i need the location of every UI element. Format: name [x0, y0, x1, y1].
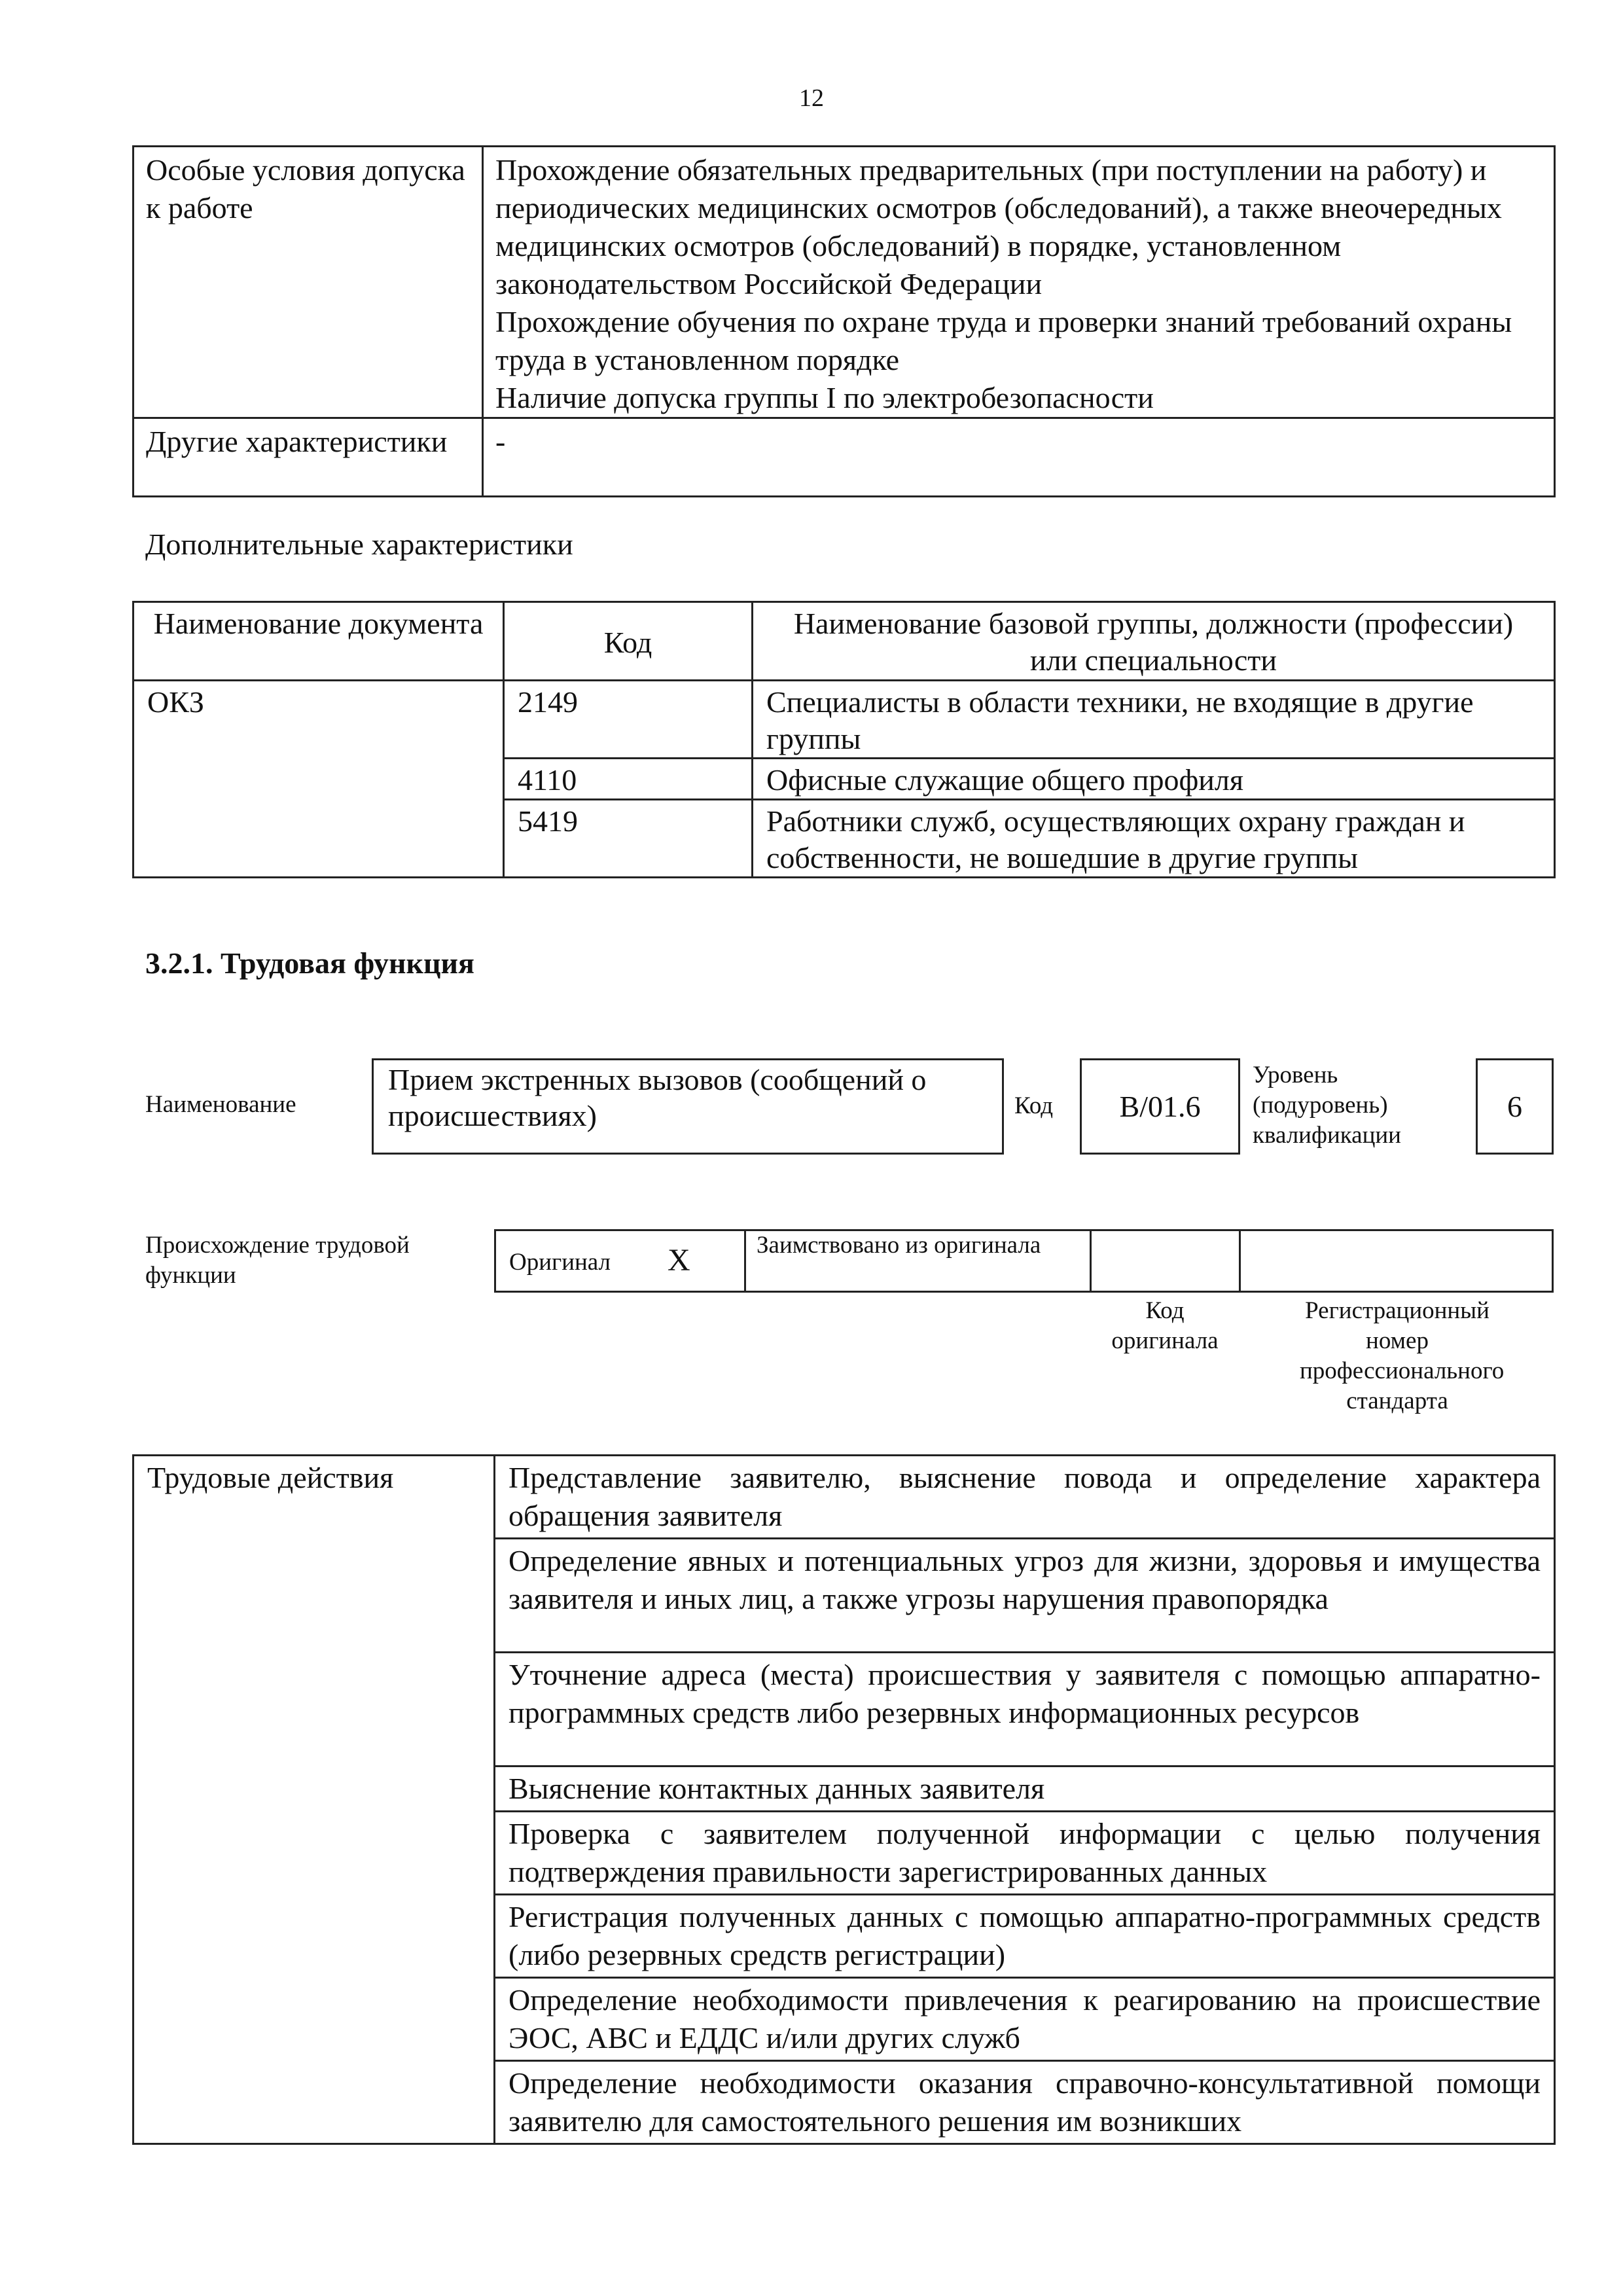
code-cell: 2149 [504, 681, 753, 759]
code-label: Код [1014, 1092, 1054, 1119]
level-box: 6 [1476, 1058, 1554, 1155]
original-mark: X [668, 1243, 690, 1278]
extra-heading: Дополнительные характеристики [145, 528, 573, 561]
action-item: Определение необходимости привлечения к реагированию на происшествие ЭОС, АВС и ЕДДС и/или других служб [495, 1978, 1555, 2061]
divider [744, 1229, 746, 1293]
divider [1239, 1229, 1241, 1293]
row-value [483, 147, 1555, 418]
action-item: Определение явных и потенциальных угроз для жизни, здоровья и имущества заявителя и иных лиц, а также угрозы нарушения правопорядка [495, 1539, 1555, 1653]
origin-label: Происхождение трудовой функции [145, 1232, 410, 1289]
column-header: Код [504, 602, 753, 681]
function-code-box: B/01.6 [1080, 1058, 1240, 1155]
actions-table [132, 1454, 1556, 2145]
code-cell: 4110 [504, 759, 753, 800]
column-header: Наименование базовой группы, должности (профессии) или специальности [753, 602, 1555, 681]
page-number: 12 [799, 84, 824, 112]
name-cell: Офисные служащие общего профиля [753, 759, 1555, 800]
condition-line: Прохождение обучения по охране труда и проверки знаний требований охраны труда в установленном порядке [495, 305, 1512, 376]
code-caption: Код оригинала [1111, 1297, 1219, 1354]
action-item: Выяснение контактных данных заявителя [495, 1767, 1555, 1812]
action-item: Определение необходимости оказания справочно-консультативной помощи заявителю для самостоятельного решения им возникших [495, 2061, 1555, 2144]
action-item: Проверка с заявителем полученной информации с целью получения подтверждения правильности зарегистрированных данных [495, 1812, 1555, 1895]
condition-line: Наличие допуска группы I по электробезопасности [495, 381, 1154, 414]
action-item: Уточнение адреса (места) происшествия у заявителя с помощью аппаратно-программных средств либо резервных информационных ресурсов [495, 1653, 1555, 1767]
row-value: - [483, 418, 1555, 497]
row-label: Другие характеристики [134, 418, 483, 497]
doc-cell: ОКЗ [134, 681, 504, 878]
divider [1090, 1229, 1092, 1293]
code-cell: 5419 [504, 800, 753, 878]
row-label: Особые условия допуска к работе [134, 147, 483, 418]
name-label: Наименование [145, 1091, 296, 1118]
name-cell: Работники служб, осуществляющих охрану граждан и собственности, не вошедшие в другие группы [753, 800, 1555, 878]
table-row [134, 418, 1555, 497]
extra-table [132, 601, 1556, 878]
function-name-box: Прием экстренных вызовов (сообщений о происшествиях) [372, 1058, 1004, 1155]
level-label: Уровень (подуровень) квалификации [1253, 1062, 1401, 1149]
table-row [134, 147, 1555, 418]
action-item: Представление заявителю, выяснение повода и определение характера обращения заявителя [495, 1456, 1555, 1539]
column-header: Наименование документа [134, 602, 504, 681]
borrowed-label: Заимствовано из оригинала [757, 1232, 1041, 1259]
actions-label: Трудовые действия [134, 1456, 495, 2144]
name-cell: Специалисты в области техники, не входящие в другие группы [753, 681, 1555, 759]
reg-caption: Регистрационный номер профессионального стандарта [1300, 1297, 1505, 1414]
table-row [134, 681, 1555, 759]
action-item: Регистрация полученных данных с помощью аппаратно-программных средств (либо резервных средств регистрации) [495, 1895, 1555, 1978]
section-title: 3.2.1. Трудовая функция [145, 946, 474, 980]
condition-line: Прохождение обязательных предварительных (при поступлении на работу) и периодических медицинских осмотров (обследований), а также внеочередных медицинских осмотров (обследований) в порядке, установленном законодательством Российской Федерации [495, 153, 1502, 300]
table-row [134, 1456, 1555, 1539]
table-header-row [134, 602, 1555, 681]
original-label: Оригинал [509, 1249, 611, 1276]
conditions-table [132, 145, 1556, 497]
